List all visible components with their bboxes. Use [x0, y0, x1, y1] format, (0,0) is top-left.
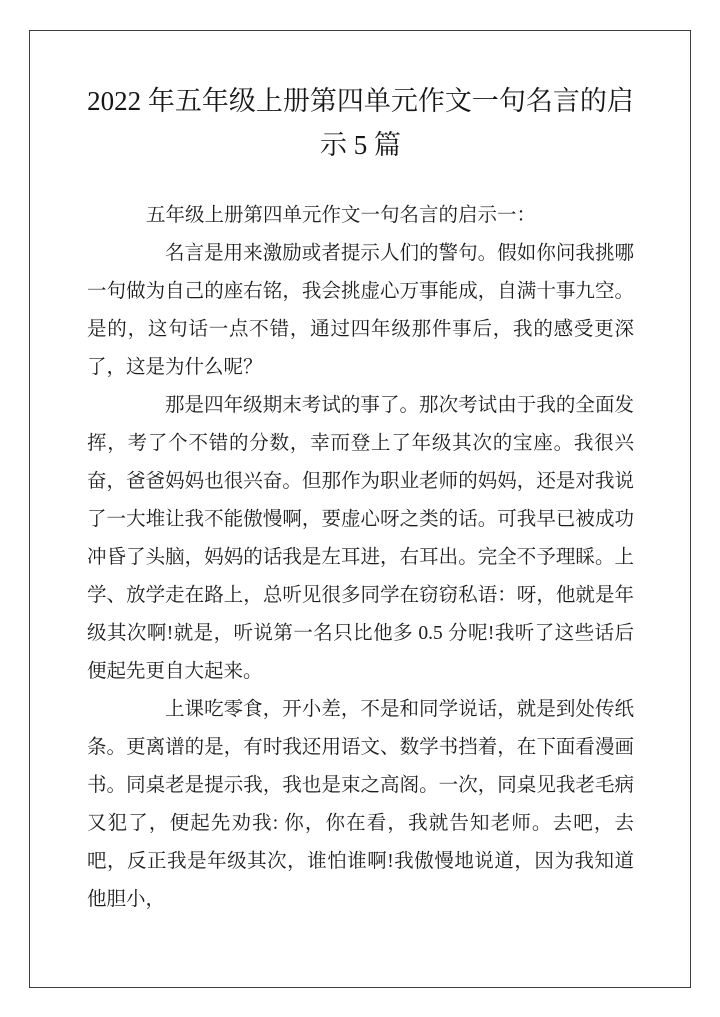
section-heading: 五年级上册第四单元作文一句名言的启示一：	[146, 205, 537, 226]
paragraph: 名言是用来激励或者提示人们的警句。假如你问我挑哪一句做为自己的座右铭，我会挑虚心万事能成，自满十事九空。是的，这句话一点不错，通过四年级那件事后，我的感受更深了，这是为什么呢？	[87, 243, 634, 378]
paragraph: 上课吃零食，开小差，不是和同学说话，就是到处传纸条。更离谱的是，有时我还用语文、数学书挡着，在下面看漫画书。同桌老是提示我，我也是束之高阁。一次，同桌见我老毛病又犯了，便起先劝我: 你，你在看，我就告知老师。去吧，去吧，反正我是年级其次，谁怕谁啊!我傲慢地说道，因为我知道他胆小，	[87, 699, 634, 910]
document-content	[30, 31, 690, 919]
page-title: 2022 年五年级上册第四单元作文一句名言的启示 5 篇	[87, 86, 634, 160]
document-page	[29, 30, 691, 988]
paragraph: 那是四年级期末考试的事了。那次考试由于我的全面发挥，考了个不错的分数，幸而登上了年级其次的宝座。我很兴奋，爸爸妈妈也很兴奋。但那作为职业老师的妈妈，还是对我说了一大堆让我不能傲慢啊，要虚心呀之类的话。可我早已被成功冲昏了头脑，妈妈的话我是左耳进，右耳出。完全不予理睬。上学、放学走在路上，总听见很多同学在窃窃私语：呀，他就是年级其次啊!就是，听说第一名只比他多 0.5 分呢!我听了这些话后便起先更自大起来。	[87, 395, 634, 682]
